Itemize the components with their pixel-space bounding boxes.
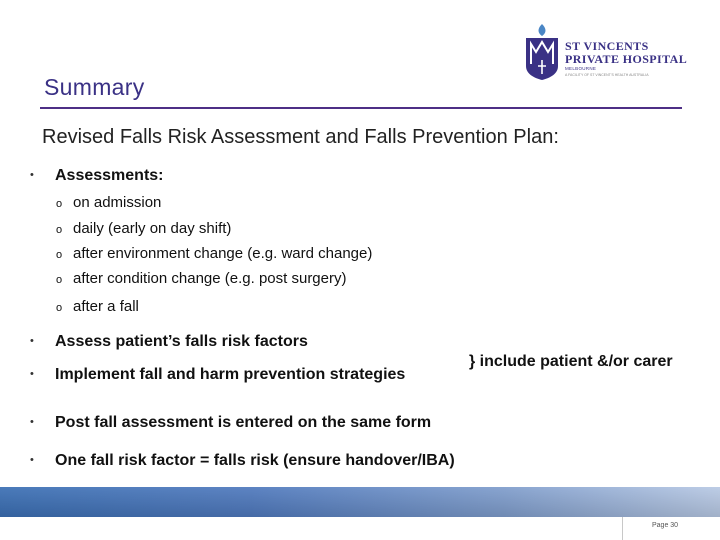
bullet-marker: • <box>30 335 34 347</box>
assessment-item <box>56 220 231 237</box>
bullet-post-fall-assessment <box>30 414 431 432</box>
sub-bullet-marker: o <box>56 249 63 261</box>
assessment-item-text: after condition change (e.g. post surgery) <box>73 270 347 287</box>
page-number: Page 30 <box>652 522 679 529</box>
bullet-text: Assess patient’s falls risk factors <box>55 333 308 350</box>
assessment-item <box>56 194 161 211</box>
assessment-item <box>56 298 139 315</box>
carer-note: } include patient &/or carer <box>469 353 673 370</box>
bullet-text: Implement fall and harm prevention strategies <box>55 366 406 383</box>
assessment-item-text: after environment change (e.g. ward change) <box>73 245 373 262</box>
hospital-crest-icon <box>522 22 562 82</box>
slide-title: Summary <box>44 74 145 100</box>
assessment-item-text: daily (early on day shift) <box>73 220 232 237</box>
assessment-item <box>56 245 372 262</box>
bullet-marker: • <box>30 368 34 380</box>
sub-bullet-marker: o <box>56 224 63 236</box>
section-heading: Revised Falls Risk Assessment and Falls Prevention Plan: <box>42 126 559 148</box>
logo-name-line2: PRIVATE HOSPITAL <box>565 52 688 66</box>
hospital-logo <box>522 22 702 82</box>
title-divider <box>40 107 682 109</box>
logo-city: MELBOURNE <box>565 66 597 71</box>
sub-bullet-marker: o <box>56 302 63 314</box>
sub-bullet-marker: o <box>56 198 63 210</box>
bullet-text: Assessments: <box>55 167 164 184</box>
assessment-item <box>56 270 347 287</box>
bullet-one-risk-factor <box>30 452 455 470</box>
logo-name-line1: ST VINCENTS <box>565 39 649 53</box>
bullet-marker: • <box>30 169 34 181</box>
bullet-assess-risk-factors <box>30 333 308 351</box>
bullet-marker: • <box>30 416 34 428</box>
assessment-item-text: on admission <box>73 194 162 211</box>
bullet-marker: • <box>30 454 34 466</box>
assessment-item-text: after a fall <box>73 298 139 315</box>
footer-band <box>0 487 720 517</box>
logo-tagline: A FACILITY OF ST VINCENT'S HEALTH AUSTRALIA <box>565 73 649 77</box>
bullet-assessments <box>30 167 164 185</box>
bullet-prevention-strategies <box>30 366 405 384</box>
bullet-text: Post fall assessment is entered on the same form <box>55 414 432 431</box>
sub-bullet-marker: o <box>56 274 63 286</box>
bullet-text: One fall risk factor = falls risk (ensure handover/IBA) <box>55 452 455 469</box>
